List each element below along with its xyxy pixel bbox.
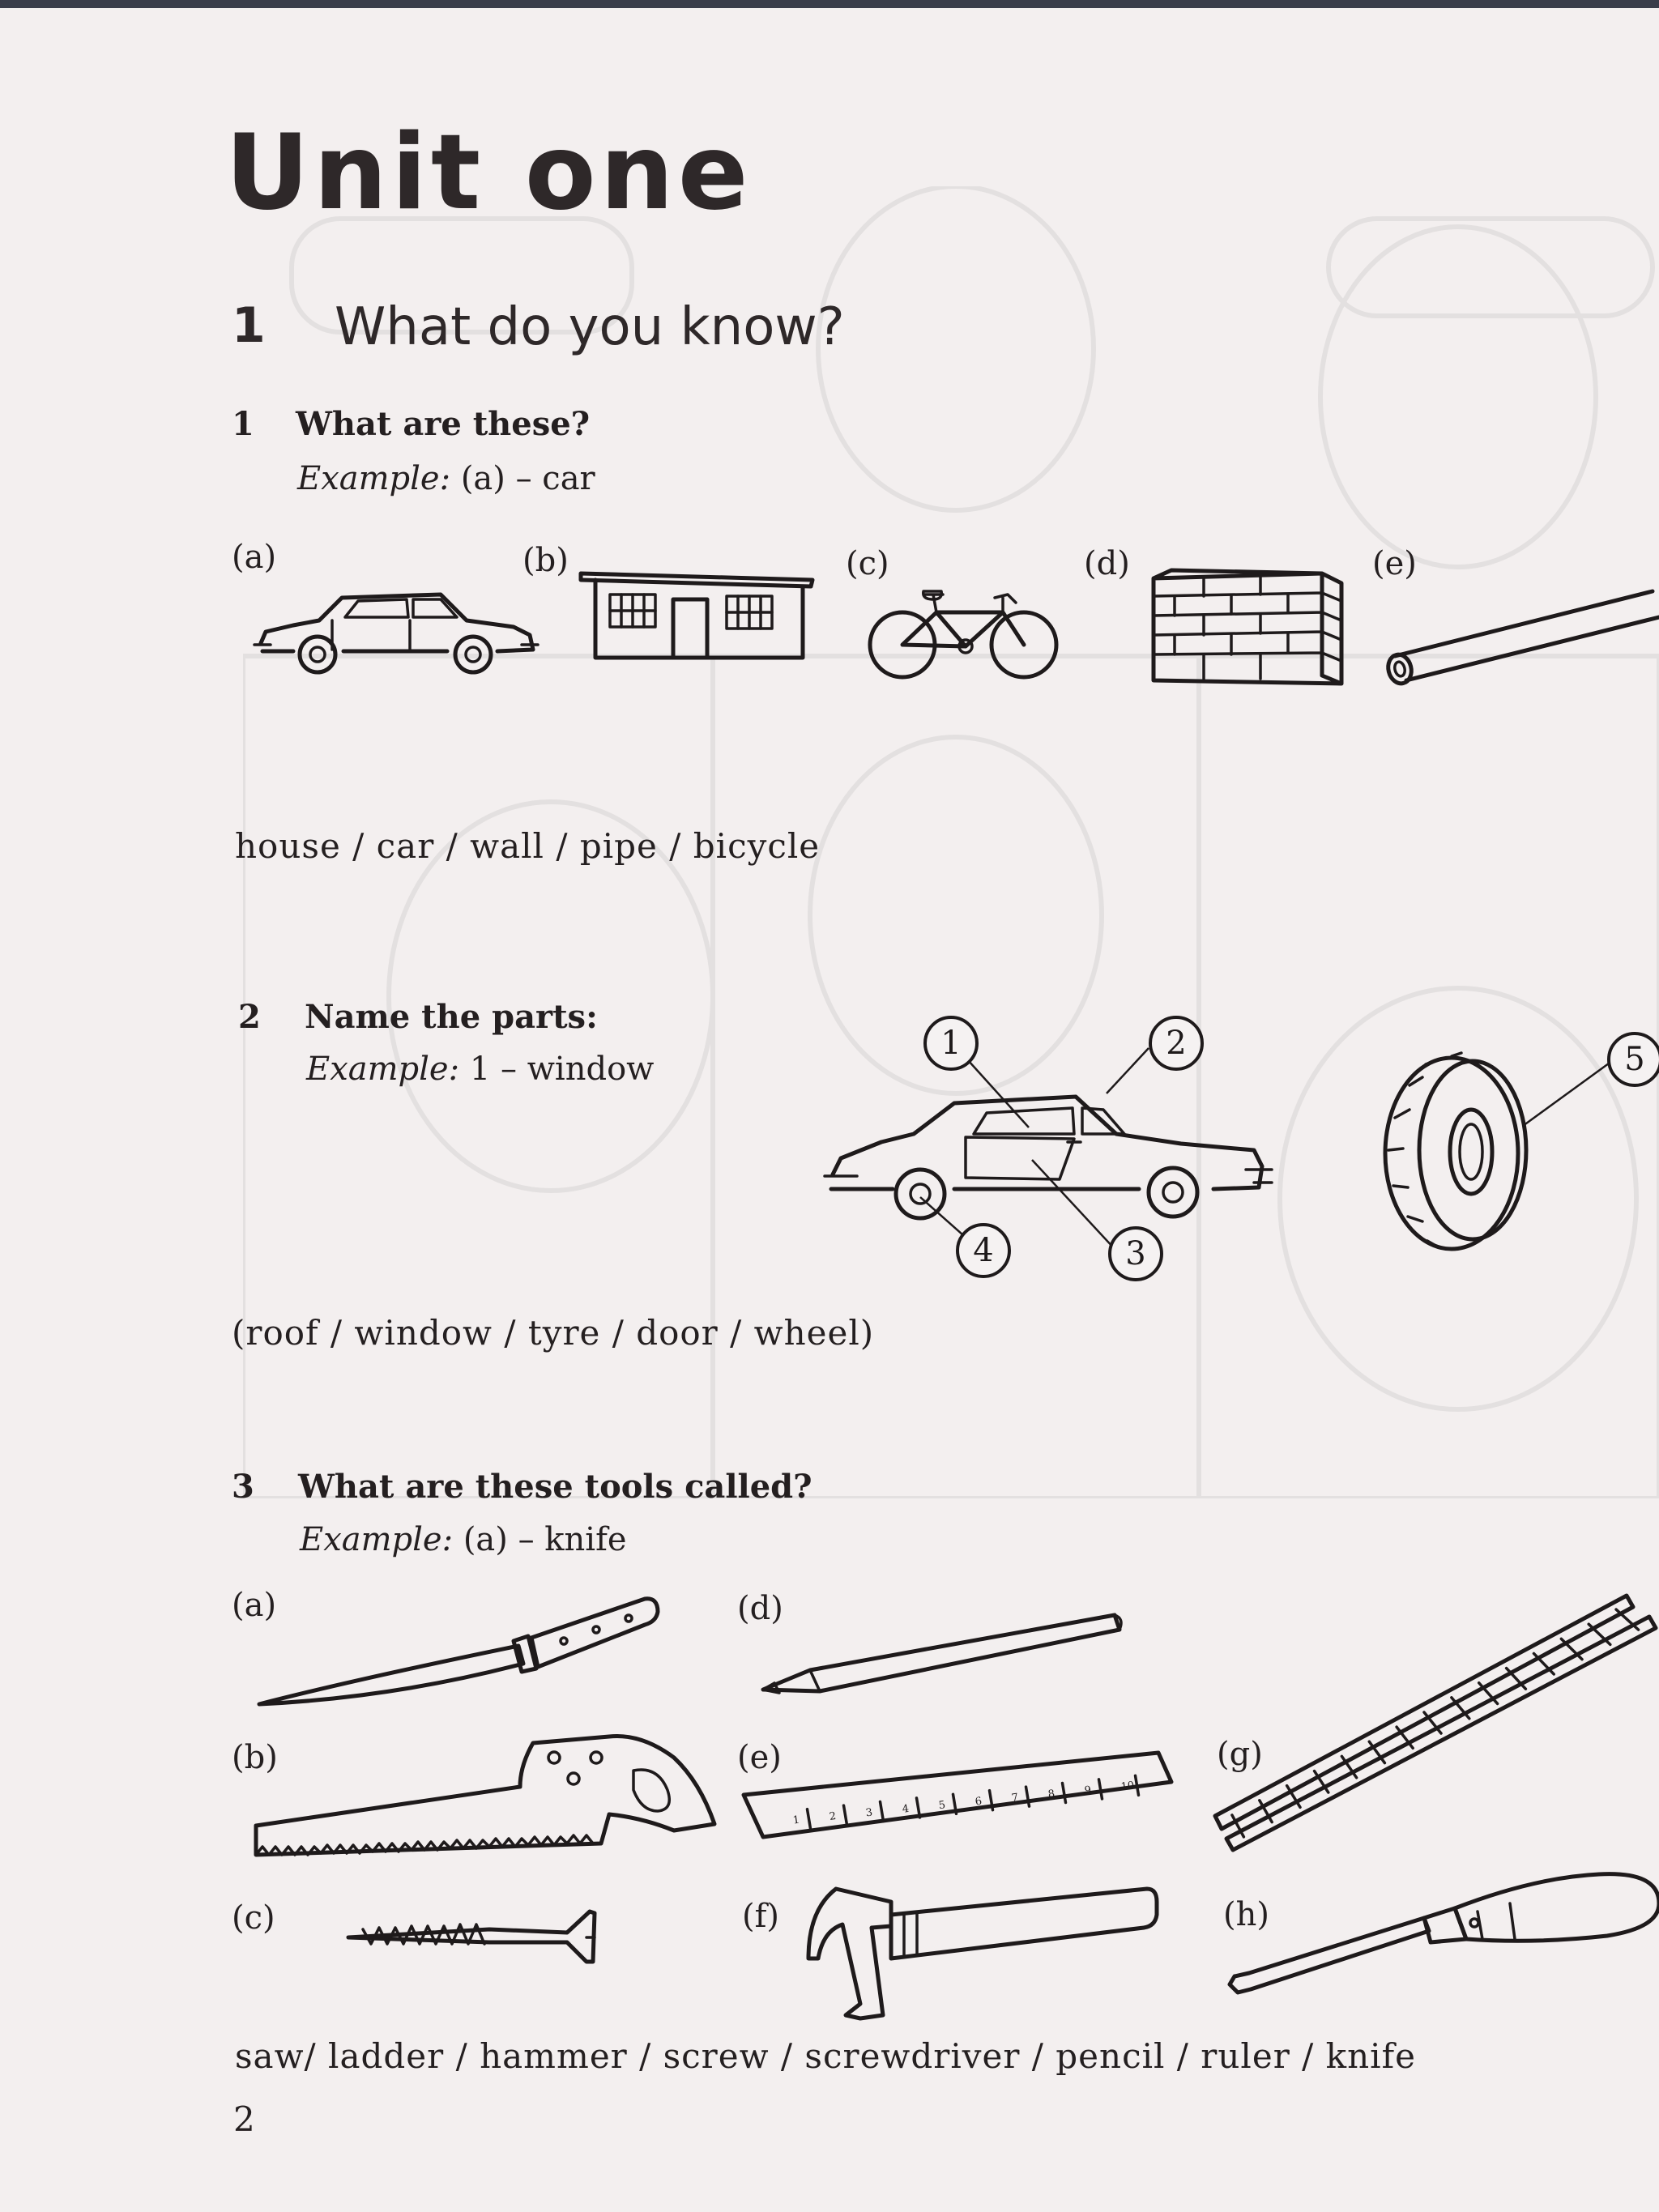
example-answer: 1 – window <box>469 1051 655 1088</box>
label-e: (e) <box>1372 545 1417 582</box>
ruler-tick <box>844 1805 847 1825</box>
tool-label-g: (g) <box>1217 1736 1263 1773</box>
unit-title: Unit one <box>225 113 753 233</box>
exercise-3-title: What are these tools called? <box>298 1468 812 1506</box>
tool-label-h: (h) <box>1223 1896 1269 1933</box>
hammer-icon <box>800 1886 1165 2020</box>
ruler-mark-label: 2 <box>828 1809 838 1824</box>
label-a: (a) <box>232 539 277 576</box>
screwdriver-icon <box>1226 1871 1659 2001</box>
ruler-tick <box>1136 1775 1139 1795</box>
callout-1 <box>925 1017 977 1069</box>
tool-label-f: (f) <box>742 1898 780 1935</box>
ruler-mark-label: 6 <box>974 1795 983 1809</box>
ruler-icon <box>742 1750 1171 1842</box>
callout-2-label: 2 <box>1166 1025 1187 1062</box>
brick-wall-icon <box>1150 565 1345 688</box>
ladder-icon <box>1212 1592 1659 1852</box>
callout-2 <box>1150 1017 1202 1069</box>
ruler-tick <box>808 1809 811 1829</box>
exercise-2-example <box>306 1051 655 1088</box>
callout-3-label: 3 <box>1125 1235 1146 1272</box>
house-icon <box>579 567 814 664</box>
tool-label-e: (e) <box>737 1739 782 1776</box>
knife-icon <box>256 1592 661 1709</box>
example-label: Example: <box>306 1051 460 1088</box>
pipe-icon <box>1377 580 1659 685</box>
callout-4-label: 4 <box>973 1232 994 1269</box>
exercise-1-title: What are these? <box>296 405 591 443</box>
callout-1-label: 1 <box>940 1025 962 1062</box>
ruler-mark-label: 5 <box>937 1799 947 1813</box>
exercise-3-number: 3 <box>232 1468 254 1506</box>
exercise-1-word-list: house / car / wall / pipe / bicycle <box>235 826 821 866</box>
ruler-tick <box>881 1802 884 1822</box>
tool-label-a: (a) <box>232 1587 277 1624</box>
ruler-tick <box>1063 1784 1066 1803</box>
callout-4 <box>957 1225 1009 1276</box>
tool-label-d: (d) <box>737 1590 783 1627</box>
pencil-icon <box>760 1612 1124 1698</box>
example-label: Example: <box>300 1521 454 1558</box>
section-number: 1 <box>232 297 266 354</box>
ruler-mark-label: 7 <box>1010 1791 1020 1805</box>
exercise-1-number: 1 <box>232 405 254 443</box>
ruler-tick <box>1099 1779 1102 1799</box>
ruler-mark-label: 4 <box>901 1802 911 1816</box>
tool-label-b: (b) <box>232 1739 278 1776</box>
section-title: What do you know? <box>335 297 845 357</box>
label-d: (d) <box>1084 545 1130 582</box>
exercise-2-title: Name the parts: <box>305 998 598 1036</box>
label-b: (b) <box>522 542 569 579</box>
callout-5 <box>1609 1034 1659 1085</box>
saw-icon <box>253 1733 714 1856</box>
tool-label-c: (c) <box>232 1899 275 1937</box>
ruler-mark-label: 10 <box>1120 1779 1136 1794</box>
exercise-2-number: 2 <box>238 998 261 1036</box>
callout-5-label: 5 <box>1624 1041 1645 1078</box>
ruler-mark-label: 3 <box>864 1806 874 1820</box>
tyre-icon <box>1377 1029 1659 1264</box>
ruler-mark-label: 9 <box>1083 1784 1093 1797</box>
callout-3 <box>1110 1228 1162 1280</box>
ruler-mark-label: 8 <box>1047 1788 1056 1801</box>
exercise-3-word-list: saw/ ladder / hammer / screw / screwdriver / pencil / ruler / knife <box>235 2036 1416 2076</box>
car-diagram-icon <box>825 1012 1272 1293</box>
example-answer: (a) – knife <box>463 1521 627 1558</box>
screw-icon <box>347 1905 598 1963</box>
exercise-2-word-list: (roof / window / tyre / door / wheel) <box>232 1313 875 1353</box>
exercise-3-example <box>300 1521 627 1558</box>
top-edge-band <box>0 0 1659 8</box>
exercise-1-example <box>297 462 595 495</box>
ruler-mark-label: 1 <box>791 1813 801 1827</box>
example-label: Example: <box>297 460 451 497</box>
page-number: 2 <box>233 2099 255 2139</box>
bicycle-icon <box>865 583 1064 682</box>
example-answer: (a) – car <box>460 460 595 497</box>
label-c: (c) <box>846 545 889 582</box>
car-icon <box>254 586 538 677</box>
